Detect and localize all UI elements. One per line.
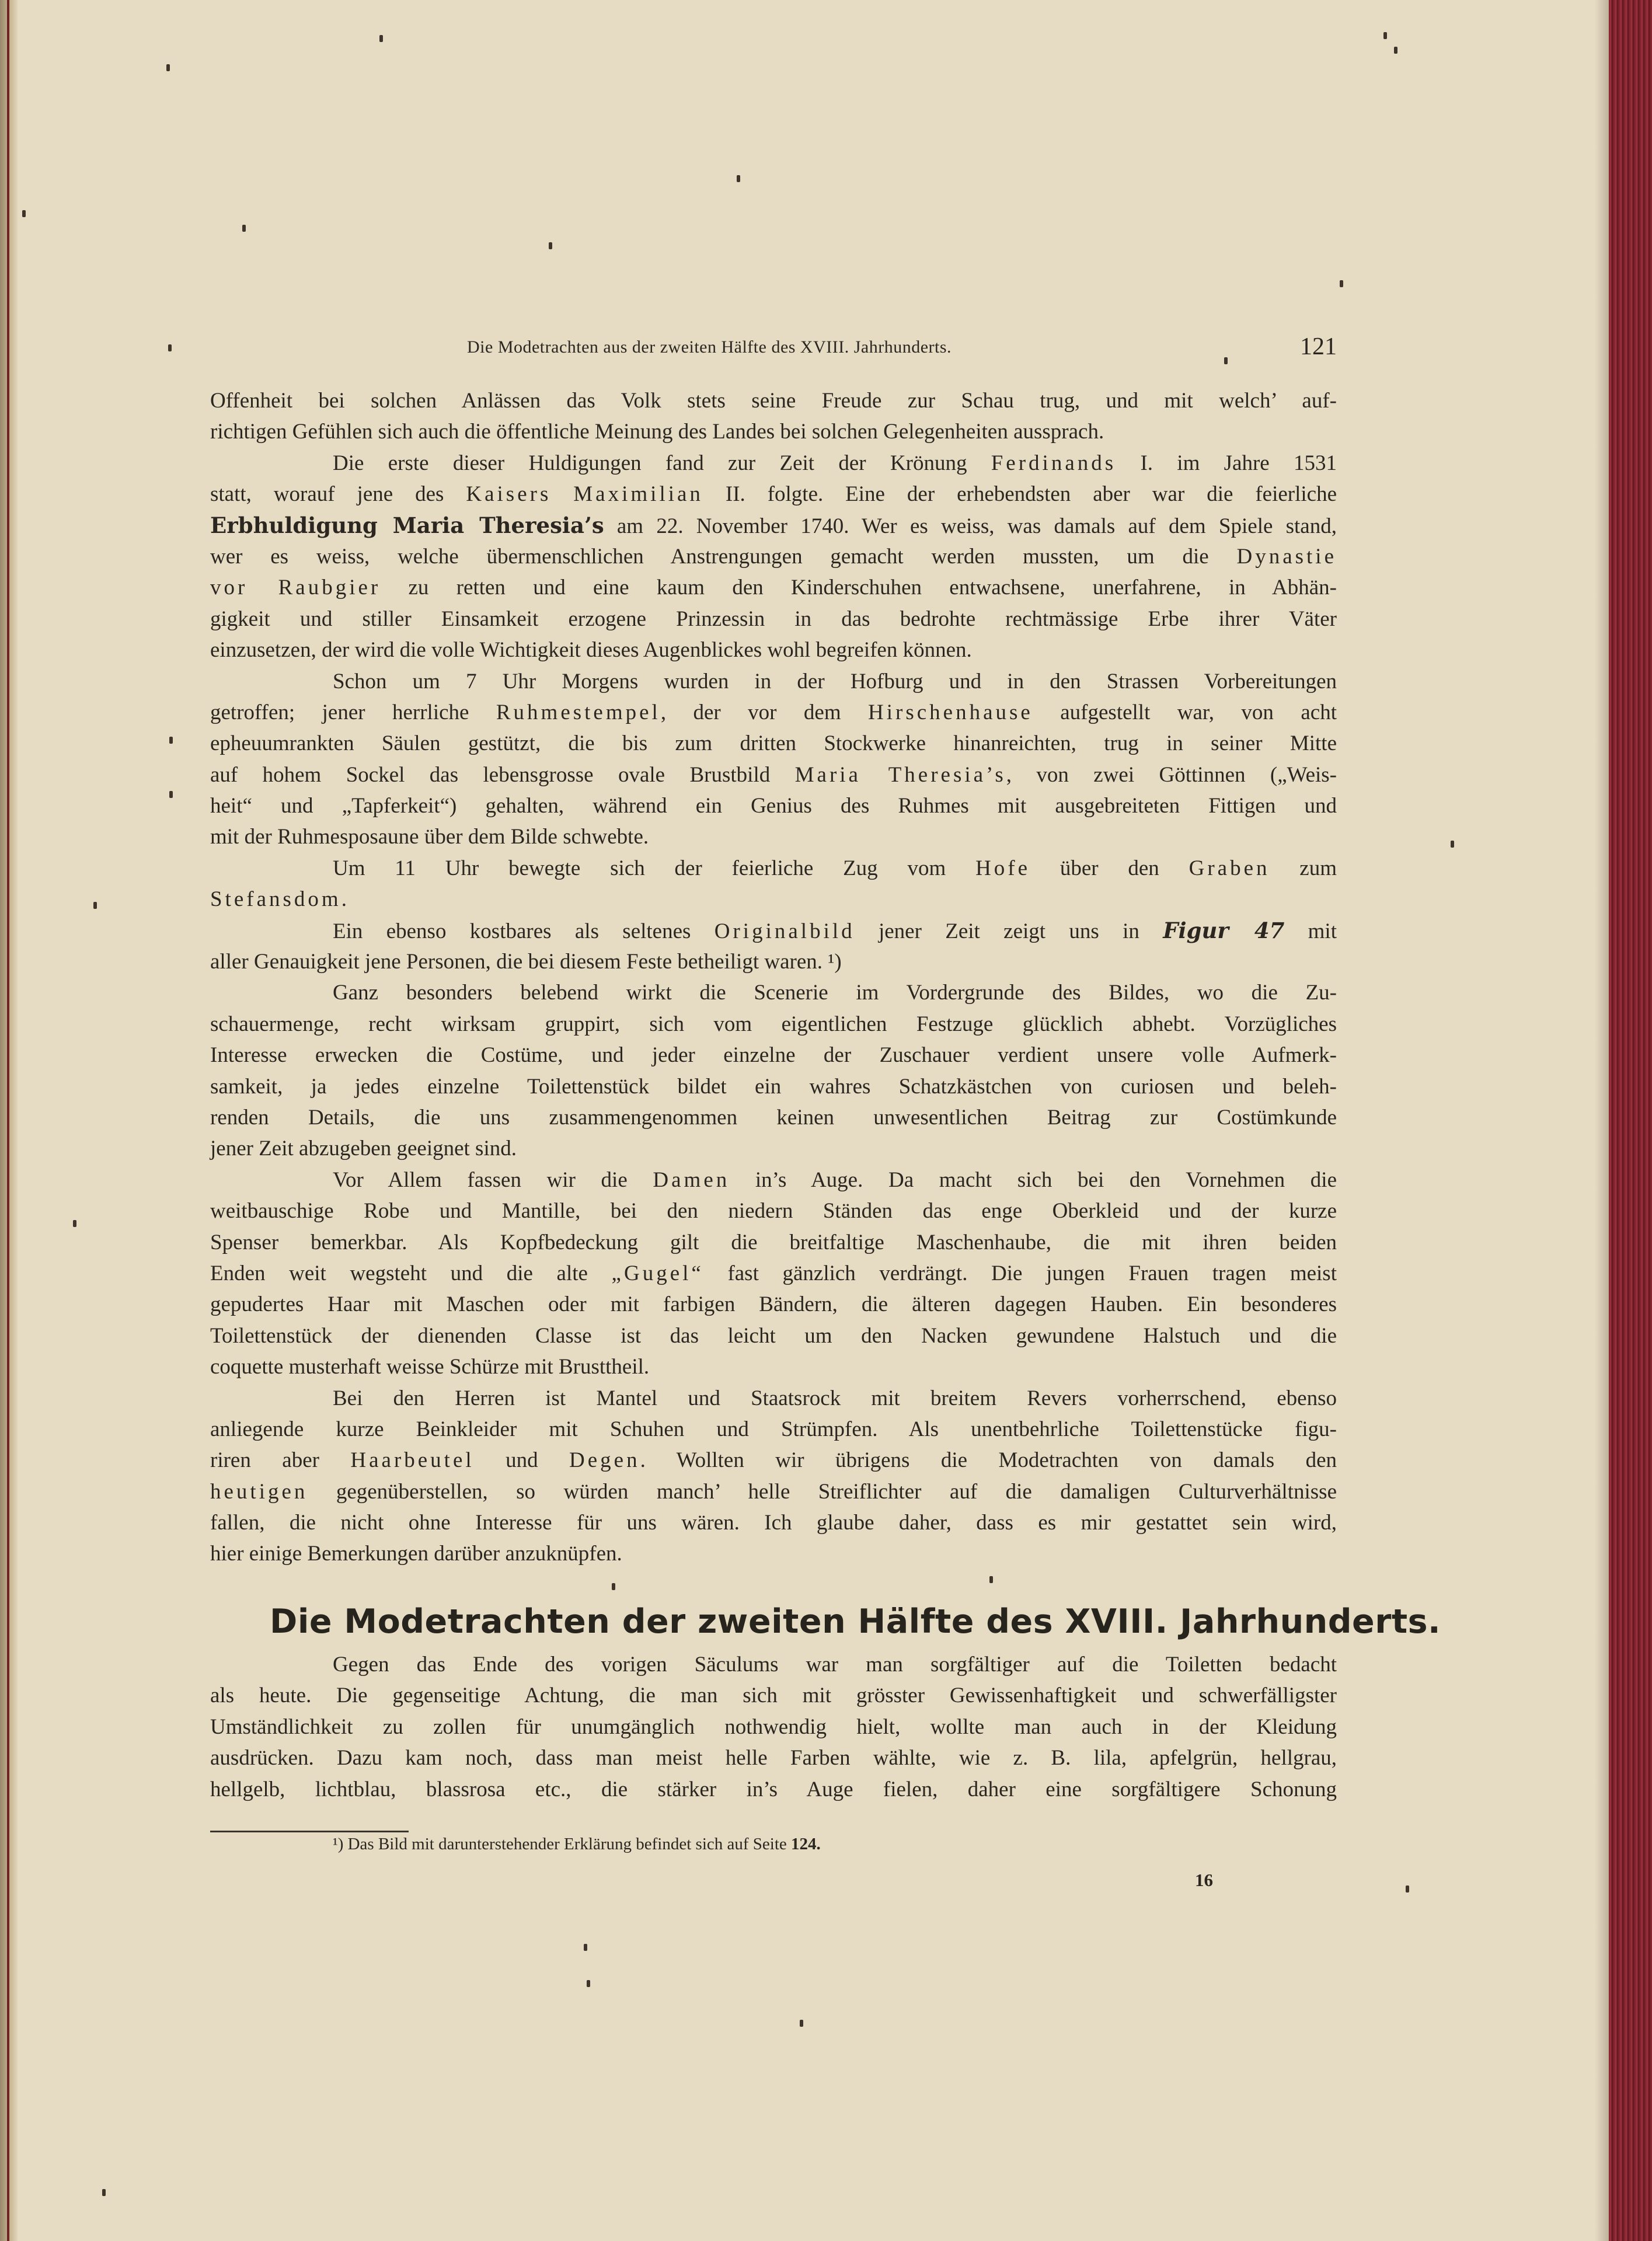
text-line: Ein ebenso kostbares als seltenes Originalbild jener Zeit zeigt uns in Figur 47 mit (333, 917, 1337, 943)
running-title: Die Modetrachten aus der zweiten Hälfte des XVIII. Jahrhunderts. (467, 337, 952, 357)
spaced-word: Damen (653, 1167, 730, 1192)
text-line: Toilettenstück der dienenden Classe ist das leicht um den Nacken gewundene Halstuch und die (210, 1323, 1337, 1348)
footnote-page-ref: 124. (791, 1835, 821, 1853)
paper-speck (549, 242, 552, 249)
text-line: aller Genauigkeit jene Personen, die bei diesem Feste betheiligt waren. ¹) (210, 950, 842, 974)
spaced-word: Hofe (975, 856, 1031, 880)
text-line: coquette musterhaft weisse Schürze mit Brusttheil. (210, 1355, 650, 1379)
page-edge-red (1609, 0, 1652, 2241)
paper-speck (989, 1576, 993, 1583)
footnote-text: ¹) Das Bild mit darunterstehender Erklärung befindet sich auf Seite (333, 1835, 787, 1853)
text-line: hier einige Bemerkungen darüber anzuknüpfen. (210, 1542, 622, 1566)
text-line: gepudertes Haar mit Maschen oder mit farbigen Bändern, die älteren dagegen Hauben. Ein besonderes (210, 1292, 1337, 1317)
text-line: einzusetzen, der wird die volle Wichtigkeit dieses Augenblickes wohl begreifen können. (210, 638, 972, 663)
paper-speck (584, 1944, 587, 1951)
spaced-word: Stefansdom. (210, 887, 350, 912)
paper-speck (800, 2020, 803, 2027)
binding-gutter (0, 0, 18, 2241)
text-line: heutigen gegenüberstellen, so würden manch’ helle Streiflichter auf die damaligen Culturverhältnisse (210, 1479, 1337, 1504)
text-line: hellgelb, lichtblau, blassrosa etc., die stärker in’s Auge fielen, daher eine sorgfältigere Schonung (210, 1777, 1337, 1801)
text-line: ausdrücken. Dazu kam noch, dass man meist helle Farben wählte, wie z. B. lila, apfelgrün, hellgrau, (210, 1746, 1337, 1771)
spaced-word: Dynastie (1236, 544, 1337, 569)
text-line: Die erste dieser Huldigungen fand zur Zeit der Krönung Ferdinands I. im Jahre 1531 (333, 451, 1337, 475)
text-line: renden Details, die uns zusammengenommen keinen unwesentlichen Beitrag zur Costümkunde (210, 1105, 1337, 1130)
figure-reference: Figur 47 (1163, 917, 1285, 943)
paper-speck (612, 1583, 615, 1590)
paper-speck (1224, 357, 1228, 364)
text-line: Ganz besonders belebend wirkt die Scenerie im Vordergrunde des Bildes, wo die Zu- (333, 981, 1337, 1005)
section-body-text (210, 1649, 1337, 1805)
signature-mark: 16 (1195, 1870, 1213, 1890)
text-line: riren aber Haarbeutel und Degen. Wollten wir übrigens die Modetrachten von damals den (210, 1448, 1337, 1473)
paper-speck (1406, 1885, 1409, 1893)
spaced-word: heutigen (210, 1479, 308, 1504)
text-line: getroffen; jener herrliche Ruhmestempel, der vor dem Hirschenhause aufgestellt war, von acht (210, 700, 1337, 724)
text-line: vor Raubgier zu retten und eine kaum den Kinderschuhen entwachsene, unerfahrene, in Abhän- (210, 576, 1337, 600)
text-line: Umständlichkeit zu zollen für unumgänglich nothwendig hielt, wollte man auch in der Kleidung (210, 1714, 1337, 1739)
text-line: auf hohem Sockel das lebensgrosse ovale Brustbild Maria Theresia’s, von zwei Göttinnen („Weis- (210, 762, 1337, 787)
spaced-name: Maria Theresia’s (794, 762, 1006, 787)
paper-speck (93, 902, 97, 909)
spaced-phrase: vor Raubgier (210, 576, 381, 600)
paper-speck (1383, 32, 1387, 39)
text-line: als heute. Die gegenseitige Achtung, die man sich mit grösster Gewissenhaftigkeit und schwerfälligster (210, 1684, 1337, 1708)
paper-speck (737, 175, 740, 182)
running-head (210, 333, 1337, 367)
spaced-word: Ruhmestempel (496, 700, 661, 724)
text-line: Enden weit wegsteht und die alte „Gugel“ fast gänzlich verdrängt. Die jungen Frauen tragen meist (210, 1261, 1337, 1285)
paper-speck (1394, 47, 1397, 54)
text-line: statt, worauf jene des Kaisers Maximilian II. folgte. Eine der erhebendsten aber war die feierliche (210, 482, 1337, 507)
text-line: anliegende kurze Beinkleider mit Schuhen und Strümpfen. Als unentbehrliche Toilettenstücke figu- (210, 1417, 1337, 1441)
spaced-word: Degen (569, 1448, 640, 1473)
text-line: fallen, die nicht ohne Interesse für uns wären. Ich glaube daher, dass es mir gestattet sein wird, (210, 1511, 1337, 1535)
text-line: Erbhuldigung Maria Theresia’s am 22. November 1740. Wer es weiss, was damals auf dem Spiele stand, (210, 512, 1337, 538)
text-line: Vor Allem fassen wir die Damen in’s Auge. Da macht sich bei den Vornehmen die (333, 1167, 1337, 1192)
page-number: 121 (1300, 333, 1337, 360)
page-edge-shadow (1595, 0, 1609, 2241)
text-line: Spenser bemerkbar. Als Kopfbedeckung gilt die breitfaltige Maschenhaube, die mit ihren beiden (210, 1230, 1337, 1254)
footnote-rule (210, 1831, 409, 1832)
text-line: wer es weiss, welche übermenschlichen Anstrengungen gemacht werden mussten, um die Dynastie (210, 544, 1337, 569)
text-line: Gegen das Ende des vorigen Säculums war man sorgfältiger auf die Toiletten bedacht (333, 1653, 1337, 1677)
body-text (210, 385, 1337, 1570)
text-line: Um 11 Uhr bewegte sich der feierliche Zug vom Hofe über den Graben zum (333, 856, 1337, 880)
paper-speck (379, 35, 383, 42)
footnote (333, 1835, 821, 1854)
text-line: jener Zeit abzugeben geeignet sind. (210, 1137, 517, 1161)
text-line: schauermenge, recht wirksam gruppirt, sich vom eigentlichen Festzuge glücklich abhebt. Vorzügliches (210, 1012, 1337, 1036)
spaced-word: Originalbild (714, 919, 855, 943)
paper-speck (242, 225, 246, 232)
paper-speck (22, 210, 26, 217)
paper-speck (169, 737, 173, 744)
spaced-word: Hirschenhause (868, 700, 1033, 724)
text-line: weitbauschige Robe und Mantille, bei den niedern Ständen das enge Oberkleid und der kurze (210, 1199, 1337, 1224)
text-line: richtigen Gefühlen sich auch die öffentliche Meinung des Landes bei solchen Gelegenheiten aussprach. (210, 420, 1104, 444)
text-line (210, 884, 1337, 915)
text-line: Offenheit bei solchen Anlässen das Volk stets seine Freude zur Schau trug, und mit welch’ auf- (210, 389, 1337, 413)
spaced-name: Maximilian (573, 482, 703, 507)
spaced-name: Kaisers (466, 482, 552, 507)
text-line: Schon um 7 Uhr Morgens wurden in der Hofburg und in den Strassen Vorbereitungen (333, 669, 1337, 693)
text-line: heit“ und „Tapferkeit“) gehalten, während ein Genius des Ruhmes mit ausgebreiteten Fittigen und (210, 794, 1337, 818)
spaced-word: Graben (1189, 856, 1270, 880)
paper-speck (1340, 280, 1343, 287)
spaced-word: Haarbeutel (350, 1448, 475, 1473)
paper-speck (169, 791, 173, 798)
spaced-word: „Gugel“ (611, 1261, 704, 1285)
text-line: samkeit, ja jedes einzelne Toilettenstück bildet ein wahres Schatzkästchen von curiosen und beleh- (210, 1074, 1337, 1099)
text-line: Interesse erwecken die Costüme, und jeder einzelne der Zuschauer verdient unsere volle Aufmerk- (210, 1043, 1337, 1068)
paper-speck (587, 1980, 590, 1987)
paper-speck (73, 1220, 76, 1227)
blackletter-phrase: Erbhuldigung Maria Theresia’s (210, 512, 604, 538)
text-line: epheuumrankten Säulen gestützt, die bis zum dritten Stockwerke hinanreichten, trug in seiner Mitte (210, 731, 1337, 756)
text-line: Bei den Herren ist Mantel und Staatsrock mit breitem Revers vorherrschend, ebenso (333, 1386, 1337, 1410)
spaced-name: Ferdinands (991, 451, 1117, 475)
paper-speck (1451, 841, 1454, 848)
binding-hairline (7, 0, 9, 2241)
text-line: gigkeit und stiller Einsamkeit erzogene Prinzessin in das bedrohte rechtmässige Erbe ihrer Väter (210, 607, 1337, 631)
paper-speck (166, 64, 170, 71)
text-line: mit der Ruhmesposaune über dem Bilde schwebte. (210, 825, 649, 849)
paper-speck (168, 344, 172, 351)
section-heading: Die Modetrachten der zweiten Hälfte des XVIII. Jahrhunderts. (270, 1602, 1441, 1641)
paper-speck (102, 2189, 106, 2196)
